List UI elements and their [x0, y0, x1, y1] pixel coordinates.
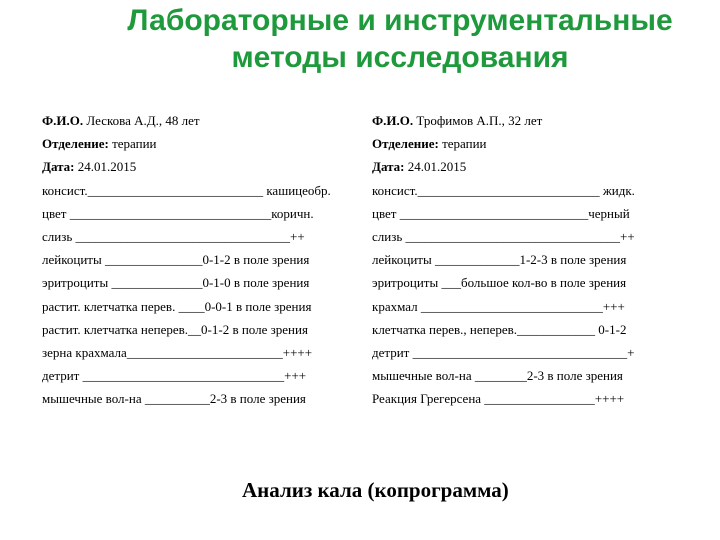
name-value: Трофимов А.П., 32 лет [413, 113, 543, 128]
result-row: мышечные вол-на ________2-3 в поле зрения [372, 368, 623, 384]
patient-right-column [372, 113, 662, 414]
department-value: терапии [438, 136, 487, 152]
name-label: Ф.И.О. [372, 113, 414, 128]
result-row: консист.____________________________ жидк. [372, 182, 635, 198]
patient-date [372, 159, 662, 182]
patient-department [372, 136, 662, 159]
result-row: лейкоциты _____________1-2-3 в поле зрения [372, 252, 627, 268]
page-title [100, 2, 700, 76]
date-label: Дата: [372, 159, 405, 175]
result-row: цвет _____________________________черный [372, 205, 630, 221]
result-row: эритроциты ___большое кол-во в поле зрения [372, 275, 627, 291]
result-row: слизь _________________________________++ [372, 228, 635, 244]
date-label: Дата: [42, 159, 75, 175]
result-row: эритроциты ______________0-1-0 в поле зрения [42, 275, 310, 291]
result-row: растит. клетчатка неперев.__0-1-2 в поле зрения [42, 321, 308, 337]
department-label: Отделение: [42, 136, 109, 152]
name-label: Ф.И.О. [42, 113, 84, 128]
department-label: Отделение: [372, 136, 439, 152]
date-value: 24.01.2015 [404, 159, 467, 175]
result-row: Реакция Грегерсена _________________++++ [372, 391, 625, 407]
patient-name [372, 113, 662, 136]
result-row: мышечные вол-на __________2-3 в поле зрения [42, 391, 306, 407]
result-row: слизь _________________________________++ [42, 228, 305, 244]
result-row: цвет _______________________________коричн. [42, 205, 314, 221]
result-row: детрит _______________________________+++ [42, 368, 307, 384]
result-row: зерна крахмала________________________++++ [42, 344, 313, 360]
result-row: детрит _________________________________+ [372, 344, 635, 360]
result-row: лейкоциты _______________0-1-2 в поле зрения [42, 252, 310, 268]
department-value: терапии [108, 136, 157, 152]
patient-department [42, 136, 342, 159]
result-row: растит. клетчатка перев. ____0-0-1 в поле зрения [42, 298, 312, 314]
patient-name [42, 113, 342, 136]
result-row: конcист.___________________________ кашицеобр. [42, 182, 331, 198]
title-line-1: Лабораторные и инструментальные [127, 4, 673, 37]
name-value: Лескова А.Д., 48 лет [83, 113, 200, 128]
patient-date [42, 159, 342, 182]
result-row: крахмал ____________________________+++ [372, 298, 625, 314]
title-line-2: методы исследования [231, 41, 569, 74]
patient-left-column [42, 113, 342, 414]
footer-caption: Анализ кала (копрограмма) [242, 478, 509, 502]
date-value: 24.01.2015 [74, 159, 137, 175]
result-row: клетчатка перев., неперев.____________ 0-1-2 [372, 321, 627, 337]
